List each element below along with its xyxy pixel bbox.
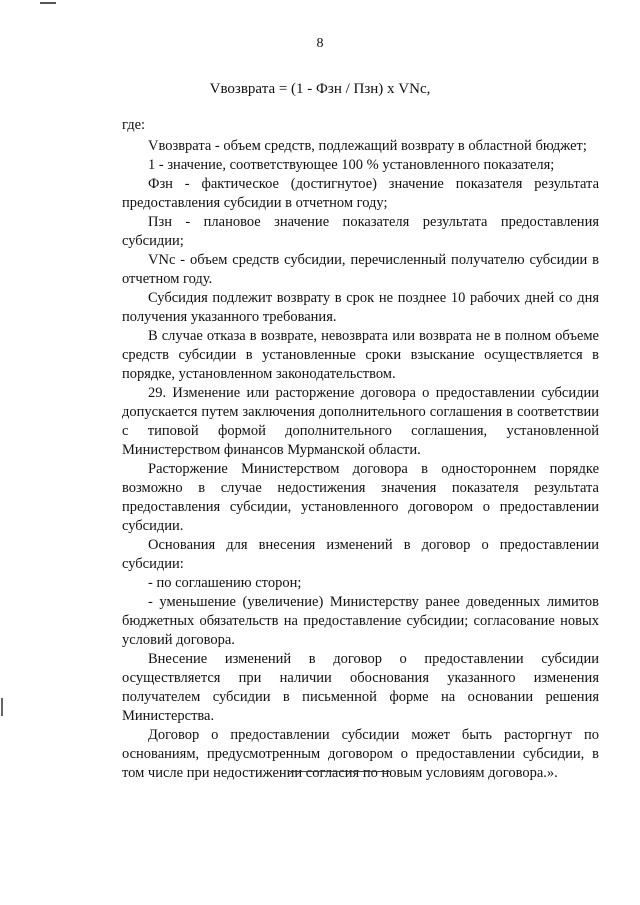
paragraph-termination-grounds: Договор о предоставлении субсидии может быть расторгнут по основаниям, предусмотренным договором о предоставлении субсидии, в том числе при недостижении согласия по новым условиям договора.». xyxy=(122,727,599,781)
paragraph-definition-vreturn: Vвозврата - объем средств, подлежащий возврату в областной бюджет; xyxy=(148,138,587,154)
paragraph-where: где: xyxy=(122,117,146,133)
paragraph-refund-deadline: Субсидия подлежит возврату в срок не позднее 10 рабочих дней со дня получения указанного требования. xyxy=(122,290,599,325)
document-body xyxy=(122,116,599,783)
paragraph-grounds-heading: Основания для внесения изменений в договор о предоставлении субсидии: xyxy=(122,537,599,572)
paragraph-definition-fzn: Фзн - фактическое (достигнутое) значение показателя результата предоставления субсидии в отчетном году; xyxy=(122,176,599,211)
paragraph-definition-pzn: Пзн - плановое значение показателя результата предоставления субсидии; xyxy=(122,214,599,249)
paragraph-definition-one: 1 - значение, соответствующее 100 % установленного показателя; xyxy=(148,157,555,173)
scan-artifact-mark xyxy=(1,698,3,716)
paragraph-changes-procedure: Внесение изменений в договор о предоставлении субсидии осуществляется при наличии обоснования указанного изменения получателем субсидии в письменной форме на основании решения Министерства. xyxy=(122,651,599,724)
page-number: 8 xyxy=(316,36,324,51)
paragraph-definition-vnc: VNс - объем средств субсидии, перечисленный получателю субсидии в отчетном году. xyxy=(122,252,599,287)
paragraph-unilateral-termination: Расторжение Министерством договора в одностороннем порядке возможно в случае недостижения значения показателя результата предоставления субсидии, установленного договором о предоставлении субсидии. xyxy=(122,461,599,534)
end-of-document-rule xyxy=(288,771,390,772)
paragraph-ground-mutual: - по соглашению сторон; xyxy=(148,575,302,591)
refund-formula: Vвозврата = (1 - Фзн / Пзн) х VNс, xyxy=(209,81,431,97)
paragraph-ground-limits: - уменьшение (увеличение) Министерству ранее доведенных лимитов бюджетных обязательств на предоставление субсидии; согласование новых условий договора. xyxy=(122,594,599,648)
scan-artifact-mark xyxy=(40,2,56,4)
paragraph-clause-29: 29. Изменение или расторжение договора о предоставлении субсидии допускается путем заключения дополнительного соглашения в соответствии с типовой формой дополнительного соглашения, установленной Министерством финансов Мурманской области. xyxy=(122,385,599,458)
paragraph-refusal-recovery: В случае отказа в возврате, невозврата или возврата не в полном объеме средств субсидии в установленные сроки взыскание осуществляется в порядке, установленном законодательством. xyxy=(122,328,599,382)
